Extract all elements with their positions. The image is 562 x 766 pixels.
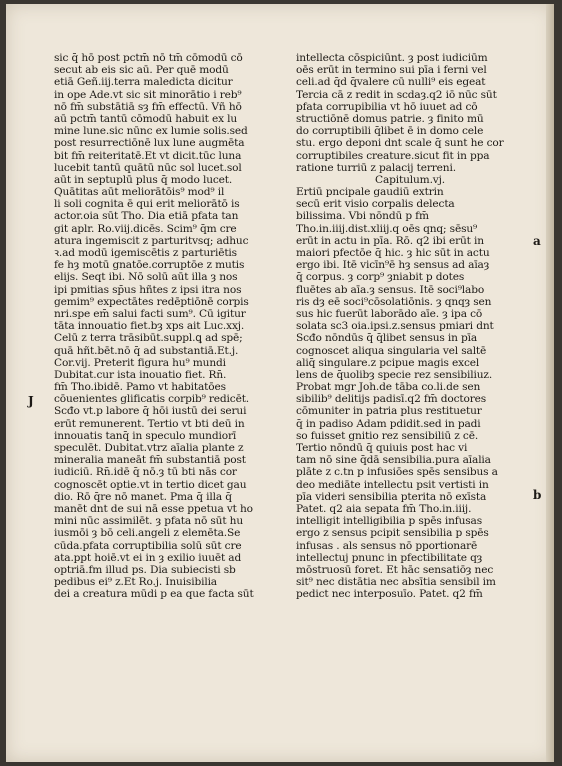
text-line: in ope Ade.vt sic sit minorātio i reb⁹ [54,88,242,101]
text-line: ata.ppt hoiē.vt ei in ȝ exilio iuuēt ad [54,551,242,564]
text-line: fluētes ab aīa.ȝ sensus. Itē soci⁹labo [296,283,485,296]
text-line: structiōnē domus patrie. ȝ finito mū [296,112,484,125]
text-line: elijs. Seqt ibi. Nō solū aūt illa ȝ nos [54,271,238,284]
text-line: Capitulum.vj. [375,173,445,186]
text-line: pīa videri sensibilia pterita nō exīsta [296,490,487,503]
text-line: stu. ergo deponi dnt scale q̄ sunt he cor [296,137,504,150]
text-line: secut ab eis sic aū. Per quē modū [54,64,229,77]
text-line: quā hñt.bēt.nō q̄ ad substantiā.Et.j. [54,344,239,357]
text-line: Tertio nōndū q̄ quiuis post hac vi [296,442,468,454]
text-line: ꝛ.ad modū igemiscētis z parturiētis [54,247,237,259]
text-line: celi.ad q̄d q̄valere cū nulli⁹ eis egeat [296,76,486,89]
margin-mark-right-a: a [533,234,541,248]
text-line: aū pctm̄ tantū cōmodū habuit ex lu [54,112,238,125]
text-line: plāte z c.tn p infusiōes spēs sensibus a [296,466,498,479]
page-header [46,4,524,34]
text-line: q̄ corpus. ȝ corp⁹ ȝniabit p dotes [296,271,465,284]
text-line: Ertiū pncipale gaudiū extrin [296,186,444,199]
text-line: git aplr. Ro.viij.dicēs. Scim⁹ q̄m cre [54,222,237,235]
text-line: nri.spe em̄ salui facti sum⁹. Cū igitur [54,307,246,320]
page-edge [546,4,554,762]
text-line: etiā Geñ.iij.terra maledicta dicitur [54,76,233,89]
text-line: Patet. q2 aia sepata fm̄ Tho.in.iiij. [296,502,472,515]
text-line: intellectuj pnunc in pfectibilitate qȝ [296,551,483,564]
text-line: intelligit intelligibilia p spēs infusas [296,515,482,528]
text-line: gemim⁹ expectātes redēptiōnē corpis [54,295,249,308]
text-line: sit⁹ nec distātia nec absītia sensibil̄ im [296,576,496,589]
text-line: cōuenientes glificatis corpib⁹ redicēt. [54,393,250,406]
text-line: iusmōi ȝ bō celi.angeli z elemēta.Se [54,527,241,540]
text-column-right [296,52,524,600]
text-line: mōstruosū foret. Et hāc sensatiōȝ nec [296,563,494,576]
text-line: optriā.fm illud ps. Dia subiecisti sb [54,563,236,576]
text-line: deo mediāte intellectu psit vertisti in [296,478,489,491]
text-column-left [54,52,284,600]
text-line: ergo ibi. Itē vicīn⁹ē hȝ sensus ad aīaȝ [296,259,490,272]
text-line: li soli cognita ē qui erit meliorātō is [54,198,240,211]
text-line: sibilib⁹ delitijs padisī.q2 fm̄ doctores [296,393,487,406]
text-line: aliq̄ singulare.z pcipue magis excel [296,356,480,369]
text-line: erūt in actu in pīa. Rō. q2 ibi erūt in [296,234,484,247]
text-line: do corruptibili q̄libet ē in domo cele [296,125,484,138]
text-line: maiori pfectōe q̄ hic. ȝ hic sūt in actu [296,247,490,259]
text-line: iudiciū. Rn̄.idē q̄ nō.ȝ tū bti nās cor [54,466,237,479]
text-line: dei a creatura mūdi p ea que facta sūt [54,588,254,601]
text-line: Cor.vij. Preterit figura hu⁹ mundi [54,356,226,369]
text-line: Dubitat.cur ista inouatio fiet. Rn̄. [54,368,227,381]
text-line: pedict nec interposuīo. Patet. q2 fm̄ [296,588,483,601]
text-line: speculēt. Dubitat.vtrz aīalia plante z [54,442,244,454]
text-line: pedibus ei⁹ z.Et Ro.j. Inuisibilia [54,576,217,589]
text-line: fm̄ Tho.ibidē. Pamo vt habitatōes [54,381,226,394]
text-line: ipi pmitias sp̄us hñtes z ipsi itra nos [54,283,242,296]
text-line: ris dȝ eē soci⁹cōsolatiōnis. ȝ qnqȝ sen [296,295,492,308]
text-line: cōmuniter in patria plus restituetur [296,405,482,418]
text-line: ratione turriū z palacij terreni. [296,161,456,174]
text-line: intellecta cōspiciūnt. ȝ post iudiciūm [296,52,488,64]
text-line: cūda.pfata corruptibilia solū sūt cre [54,539,242,552]
text-line: sic q̄ hō post pctm̄ nō tm̄ cōmodū cō [54,52,243,64]
text-line: erūt remunerent. Tertio vt bti deū in [54,417,245,430]
text-line: Celū z terra trāsibūt.suppl.ꝗ ad spē; [54,332,243,345]
text-line: corruptibiles creature.sicut fit in ppa [296,149,490,162]
text-line: bit fm̄ reiteritatē.Et vt dicit.tūc luna [54,149,242,162]
text-line: ergo z sensus pcipit sensibilia p spēs [296,527,489,540]
text-line: tam nō sine q̄dā sensibilia.pura aīalia [296,454,491,467]
text-line: mineralia maneāt fm̄ substantiā post [54,454,246,467]
text-line: Probat mgr Joh.de tāba co.li.de sen [296,381,481,394]
text-line: infusas . als sensus nō pportionarē [296,539,478,552]
text-line: pfata corrupibilia vt hō iuuet ad cō [296,100,478,113]
margin-mark-right-b: b [533,488,542,502]
text-line: cognoscet aliqua singularia vel saltē [296,344,487,357]
text-line: mini nūc assimilēt. ȝ pfata nō sūt hu [54,515,244,528]
text-line: actor.oia sūt Tho. Dia etiā pfata tan [54,210,239,223]
text-line: q̄ in padiso Adam pdidit.sed in padi [296,417,481,430]
text-line: lucebit tantū quātū nūc sol lucet.sol [54,161,242,174]
text-line: atura ingemiscit z parturitvsq; adhuc [54,234,249,247]
text-line: Scđo nōndūs q̄ q̄libet sensus in pīa [296,332,478,345]
text-line: mine lune.sic nūnc ex lumie solis.sed [54,125,248,138]
text-line: aūt in septuplū plus q̄ modo lucet. [54,173,233,186]
text-line: fe hȝ motū gnatōe.corruptōe z mutis [54,259,245,272]
text-line: secū erit visio corpalis delecta [296,198,455,211]
text-line: Tercia cā z redit in scdaȝ.q2 iō nūc sūt [296,88,497,101]
text-line: solata sc3 oia.ipsi.z.sensus pmiari dnt [296,320,494,333]
book-page [6,4,554,762]
text-line: manēt dnt de sui nā esse ppetua vt ho [54,502,253,515]
text-line: bilissima. Vbi nōndū p fm̄ [296,210,429,223]
text-line: Quātitas aūt meliorātōis⁹ mod⁹ il [54,186,225,199]
text-line: so fuisset gnitio rez sensibiliū z cē. [296,429,479,442]
text-line: lens de q̄uolibȝ specie rez sensibiliuz. [296,368,493,381]
text-line: sus hic fuerūt laborādo aīe. ȝ ipa cō [296,307,483,320]
text-line: Tho.in.iiij.dist.xliij.q oēs qnq; sēsu⁹ [296,222,478,235]
text-line: innouatis tanq̄ in speculo mundiorī [54,429,237,442]
text-line: post resurrectiōnē lux lune augmēta [54,137,245,150]
text-line: dio. Rō q̄re nō manet. Pma q̄ illa q̄ [54,490,232,503]
text-line: tāta innouatio fiet.bȝ xps ait Luc.xxj. [54,320,245,333]
margin-mark-left: J [28,394,34,408]
text-line: cognoscēt optie.vt in tertio dicet gau [54,478,247,491]
text-line: oēs erūt in termino sui pīa i ferni vel [296,64,487,77]
text-line: nō fm̄ substātiā sȝ fm̄ effectū. Vñ hō [54,100,242,113]
text-line: Scđo vt.p labore q̄ hōi iustū dei serui [54,405,247,418]
